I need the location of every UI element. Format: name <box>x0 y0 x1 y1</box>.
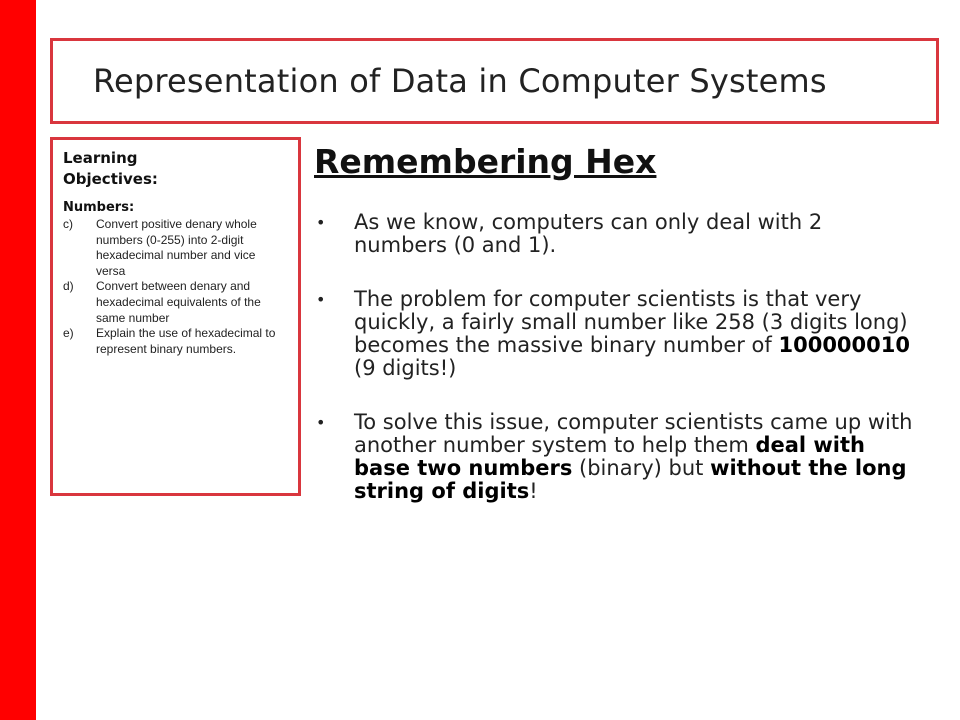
bullet-list <box>314 211 914 503</box>
bullet-text <box>354 411 914 503</box>
objective-letter: c) <box>63 217 73 231</box>
learning-objectives-box <box>50 137 301 496</box>
bullet-text-part: ! <box>529 479 538 503</box>
bullet-item <box>314 288 914 380</box>
bullet-item <box>314 211 914 257</box>
bullet-item <box>314 411 914 503</box>
section-heading: Remembering Hex <box>314 142 657 181</box>
bullet-text-part: To solve this issue, computer scientists came up with another number system to help them <box>354 410 913 457</box>
bold-phrase: without the long string of digits <box>354 456 907 503</box>
objective-item <box>63 217 288 279</box>
objectives-list <box>63 217 288 357</box>
bullet-text <box>354 211 914 257</box>
bullet-text-part: (9 digits!) <box>354 356 457 380</box>
objectives-heading: Learning Objectives: <box>63 149 158 188</box>
objective-item <box>63 326 288 357</box>
objective-text: Convert between denary and hexadecimal equivalents of the same number <box>96 279 261 325</box>
binary-number-emphasis: 100000010 <box>778 333 910 357</box>
objective-text: Convert positive denary whole numbers (0-255) into 2-digit hexadecimal number and vice versa <box>96 217 257 278</box>
bullet-text-part: As we know, computers can only deal with 2 numbers (0 and 1). <box>354 210 823 257</box>
objective-item <box>63 279 288 326</box>
objectives-subheading: Numbers: <box>63 200 135 215</box>
side-accent-bar <box>0 0 36 720</box>
objective-letter: d) <box>63 279 74 294</box>
bullet-dot-icon: • <box>316 213 326 232</box>
bullet-text-part: The problem for computer scientists is that very quickly, a fairly small number like 258 (3 digits long) becomes the massive binary number of <box>354 287 908 357</box>
objective-letter: e) <box>63 326 74 341</box>
bullet-dot-icon: • <box>316 413 326 432</box>
objective-text: Explain the use of hexadecimal to represent binary numbers. <box>96 326 276 356</box>
main-content <box>314 142 914 534</box>
title-box <box>50 38 939 124</box>
bullet-dot-icon: • <box>316 290 326 309</box>
bold-phrase: deal with base two numbers <box>354 433 865 480</box>
bullet-text <box>354 288 914 380</box>
slide-title: Representation of Data in Computer Systems <box>93 62 827 100</box>
bullet-text-part: (binary) but <box>572 456 711 480</box>
